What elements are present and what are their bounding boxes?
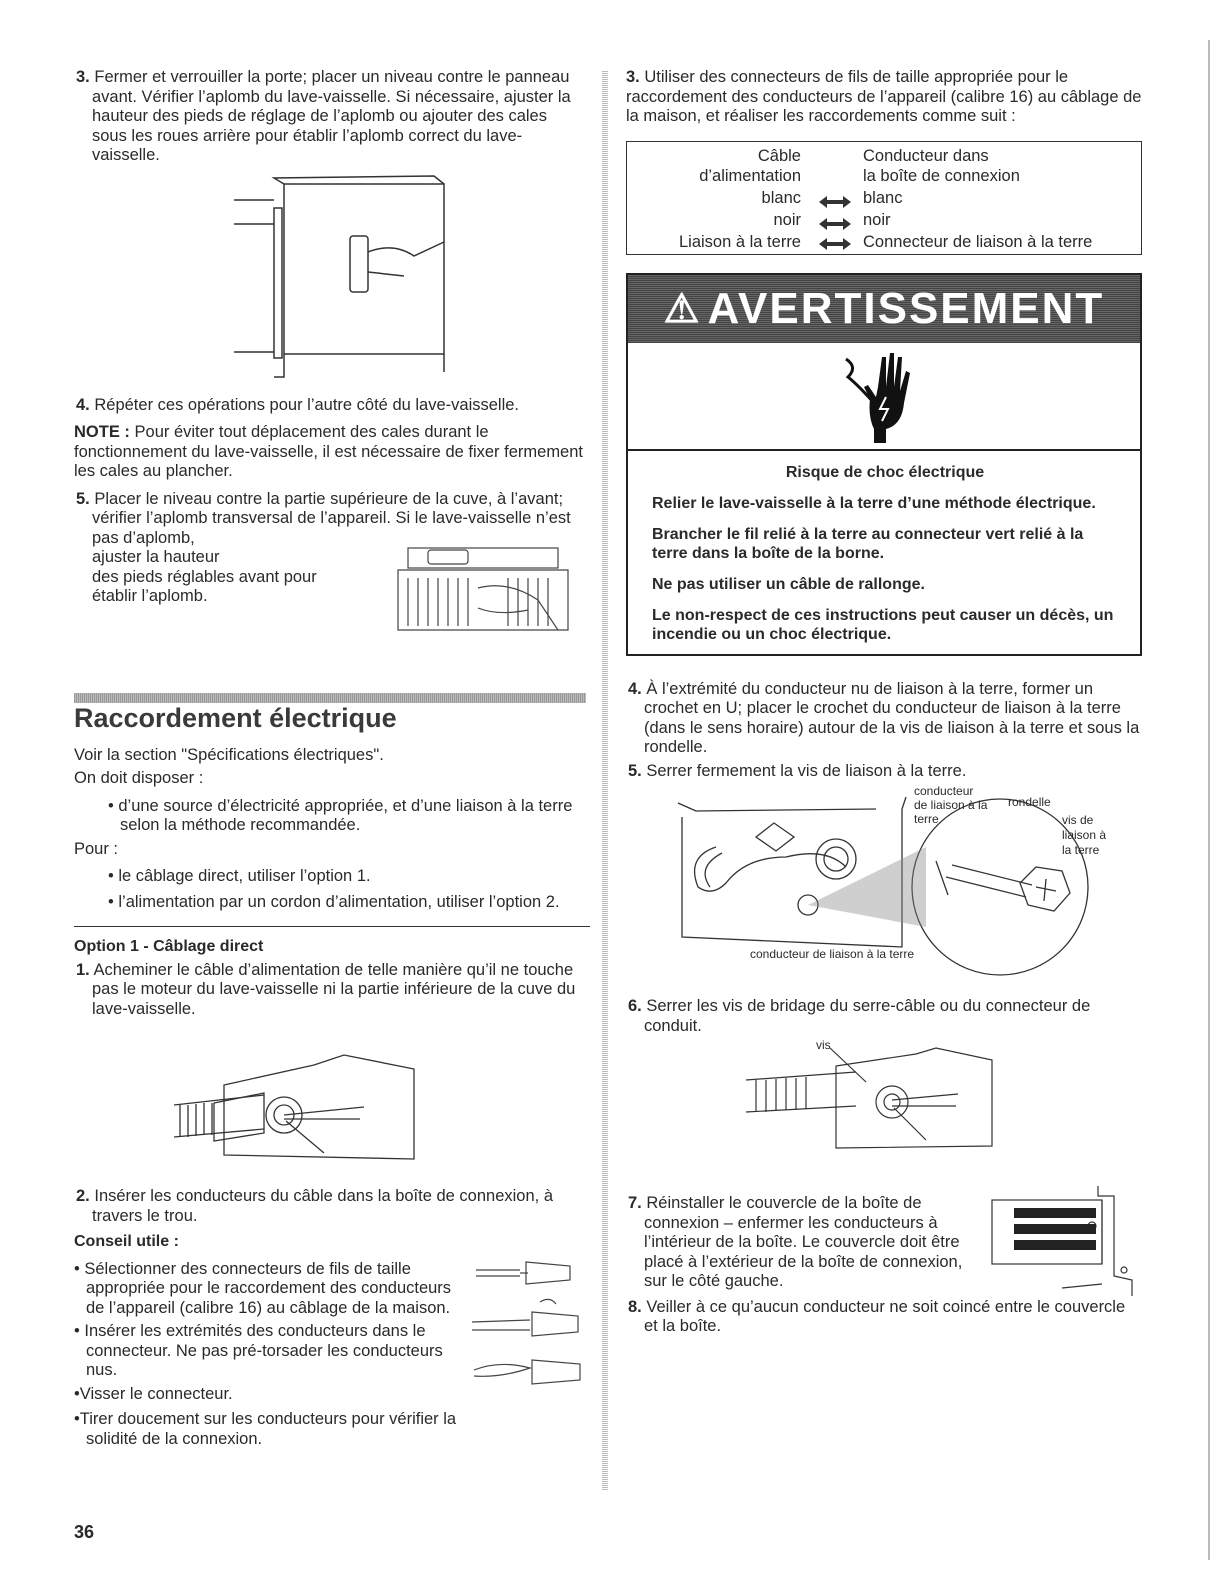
intro-line-1: Voir la section "Spécifications électriques". [74,745,384,764]
table-header-right-2: la boîte de connexion [863,166,1020,185]
right-column [626,68,1142,1337]
step-5-left: 5. Placer le niveau contre la partie supérieure de la cuve, à l’avant; vérifier l’aplomb transversal de l’appareil. Si le lave-vaisselle n’est pas d’aplomb, [76,489,571,547]
bullet-option2: • l’alimentation par un cordon d’alimentation, utiliser l’option 2. [108,892,560,911]
cable-routing-illustration [74,1025,586,1175]
column-divider [602,70,608,1490]
junction-box-cover-illustration [982,1176,1142,1306]
step-5-block [74,490,586,607]
step-5-line2: ajuster la hauteur [92,548,220,566]
option-step-2: 2. Insérer les conducteurs du câble dans la boîte de connexion, à travers le trou. [76,1187,553,1225]
shock-hazard-area [628,343,1140,451]
table-row3-right: Connecteur de liaison à la terre [863,232,1093,251]
bullet-source: • d’une source d’électricité appropriée, et d’une liaison à la terre selon la méthode recommandée. [108,796,573,834]
left-column [74,68,586,1449]
label-de-liaison: de liaison à la [914,798,988,812]
dishwasher-door-illustration [74,172,586,392]
step-3-right: 3. Utiliser des connecteurs de fils de taille appropriée pour le raccordement des conducteurs de l’appareil (calibre 16) au câblage de la maison, et réaliser les raccordements comme suit : [626,68,1142,125]
intro-line-2: On doit disposer : [74,769,204,787]
table-header-left-1: Câble [757,146,801,165]
clamp-screw-figure [626,1036,1142,1174]
warning-body [628,451,1140,654]
tip-4: •Tirer doucement sur les conducteurs pour vérifier la solidité de la connexion. [74,1410,457,1448]
table-row2-left: noir [773,210,801,229]
section-bar [74,693,586,703]
label-rondelle: rondelle [1008,795,1051,809]
warning-heading: Risque de choc électrique [785,463,985,481]
table-row1-left: blanc [761,188,801,207]
wire-connector-illustration [470,1256,600,1406]
electric-shock-hand-icon [838,347,928,447]
step-5-right: 5. Serrer fermement la vis de liaison à la terre. [628,761,967,780]
warning-header [628,275,1140,343]
step-7-block [626,1194,1142,1292]
ground-screw-figure [626,784,1142,987]
warning-line-4: Le non-respect de ces instructions peut causer un décès, un incendie ou un choc électrique. [652,606,1114,643]
option-1-title: Option 1 - Câblage direct [74,938,264,955]
step-3-left: 3. Fermer et verrouiller la porte; placer un niveau contre le panneau avant. Vérifier l’aplomb du lave-vaisselle. Si nécessaire, ajuster la hauteur des pieds de réglage de l’aplomb ou ajouter des cales sous les roues arrière pour établir l’aplomb correct du lave-vaisselle. [76,68,571,164]
option-step-1: 1. Acheminer le câble d’alimentation de telle manière qu’il ne touche pas le moteur du lave-vaisselle ni la partie inférieure de la cuve du lave-vaisselle. [76,960,576,1018]
tip-2: • Insérer les extrémités des conducteurs dans le connecteur. Ne pas pré-torsader les conducteurs nus. [74,1322,443,1379]
table-row2-right: noir [863,210,891,229]
cable-clamp-illustration [626,1036,1142,1174]
label-vis-3: la terre [1062,843,1100,857]
warning-box [626,273,1142,656]
label-vis-1: vis de [1062,813,1094,827]
table-header-right-1: Conducteur dans [863,146,989,165]
label-bottom: conducteur de liaison à la terre [750,947,915,961]
warning-line-3: Ne pas utiliser un câble de rallonge. [652,575,925,593]
page-number: 36 [74,1522,95,1542]
page-edge [1208,40,1210,1560]
table-row3-left: Liaison à la terre [679,232,801,251]
label-vis-2: liaison à [1062,828,1107,842]
warning-title: AVERTISSEMENT [707,283,1105,333]
label-conducteur: conducteur [914,784,974,798]
warning-line-1: Relier le lave-vaisselle à la terre d’une méthode électrique. [652,494,1096,512]
tip-3: •Visser le connecteur. [74,1384,233,1403]
step-6-right: 6. Serrer les vis de bridage du serre-câble ou du connecteur de conduit. [628,997,1091,1035]
label-vis: vis [816,1038,831,1052]
pour-label: Pour : [74,839,119,858]
table-header-left-2: d’alimentation [699,166,801,185]
level-on-tub-illustration [388,530,588,650]
step-5-line4: établir l’aplomb. [92,587,208,605]
table-row1-right: blanc [863,188,903,207]
note: NOTE : Pour éviter tout déplacement des cales durant le fonctionnement du lave-vaisselle, il est nécessaire de fixer fermement les cales au plancher. [74,423,583,480]
label-terre: terre [914,812,939,826]
bullet-option1: • le câblage direct, utiliser l’option 1. [108,867,371,885]
tips-block [74,1260,586,1450]
tip-title: Conseil utile : [74,1233,179,1250]
option-rule [74,926,590,927]
section-title: Raccordement électrique [74,702,397,733]
step-7-right: 7. Réinstaller le couvercle de la boîte de connexion – enfermer les conducteurs à l’intérieur de la boîte. Le couvercle doit être placé à l’extérieur de la boîte de connexion, sur le côté gauche. [628,1194,963,1290]
warning-triangle-icon: ⚠ [663,286,702,331]
step-4-right: 4. À l’extrémité du conducteur nu de liaison à la terre, former un crochet en U; placer le crochet du conducteur de liaison à la terre (dans le sens horaire) autour de la vis de liaison à la terre et sous la rondelle. [628,679,1140,756]
warning-line-2: Brancher le fil relié à la terre au connecteur vert relié à la terre dans la boîte de la borne. [652,525,1084,562]
connection-table [626,141,1142,255]
step-8-right: 8. Veiller à ce qu’aucun conducteur ne soit coincé entre le couvercle et la boîte. [628,1297,1126,1335]
step-4-left: 4. Répéter ces opérations pour l’autre côté du lave-vaisselle. [76,395,520,414]
step-5-line3: des pieds réglables avant pour [92,567,317,586]
tip-1: • Sélectionner des connecteurs de fils de taille appropriée pour le raccordement des conducteurs de l’appareil (calibre 16) au câblage de la maison. [74,1259,452,1317]
double-arrow-icon [815,190,855,270]
